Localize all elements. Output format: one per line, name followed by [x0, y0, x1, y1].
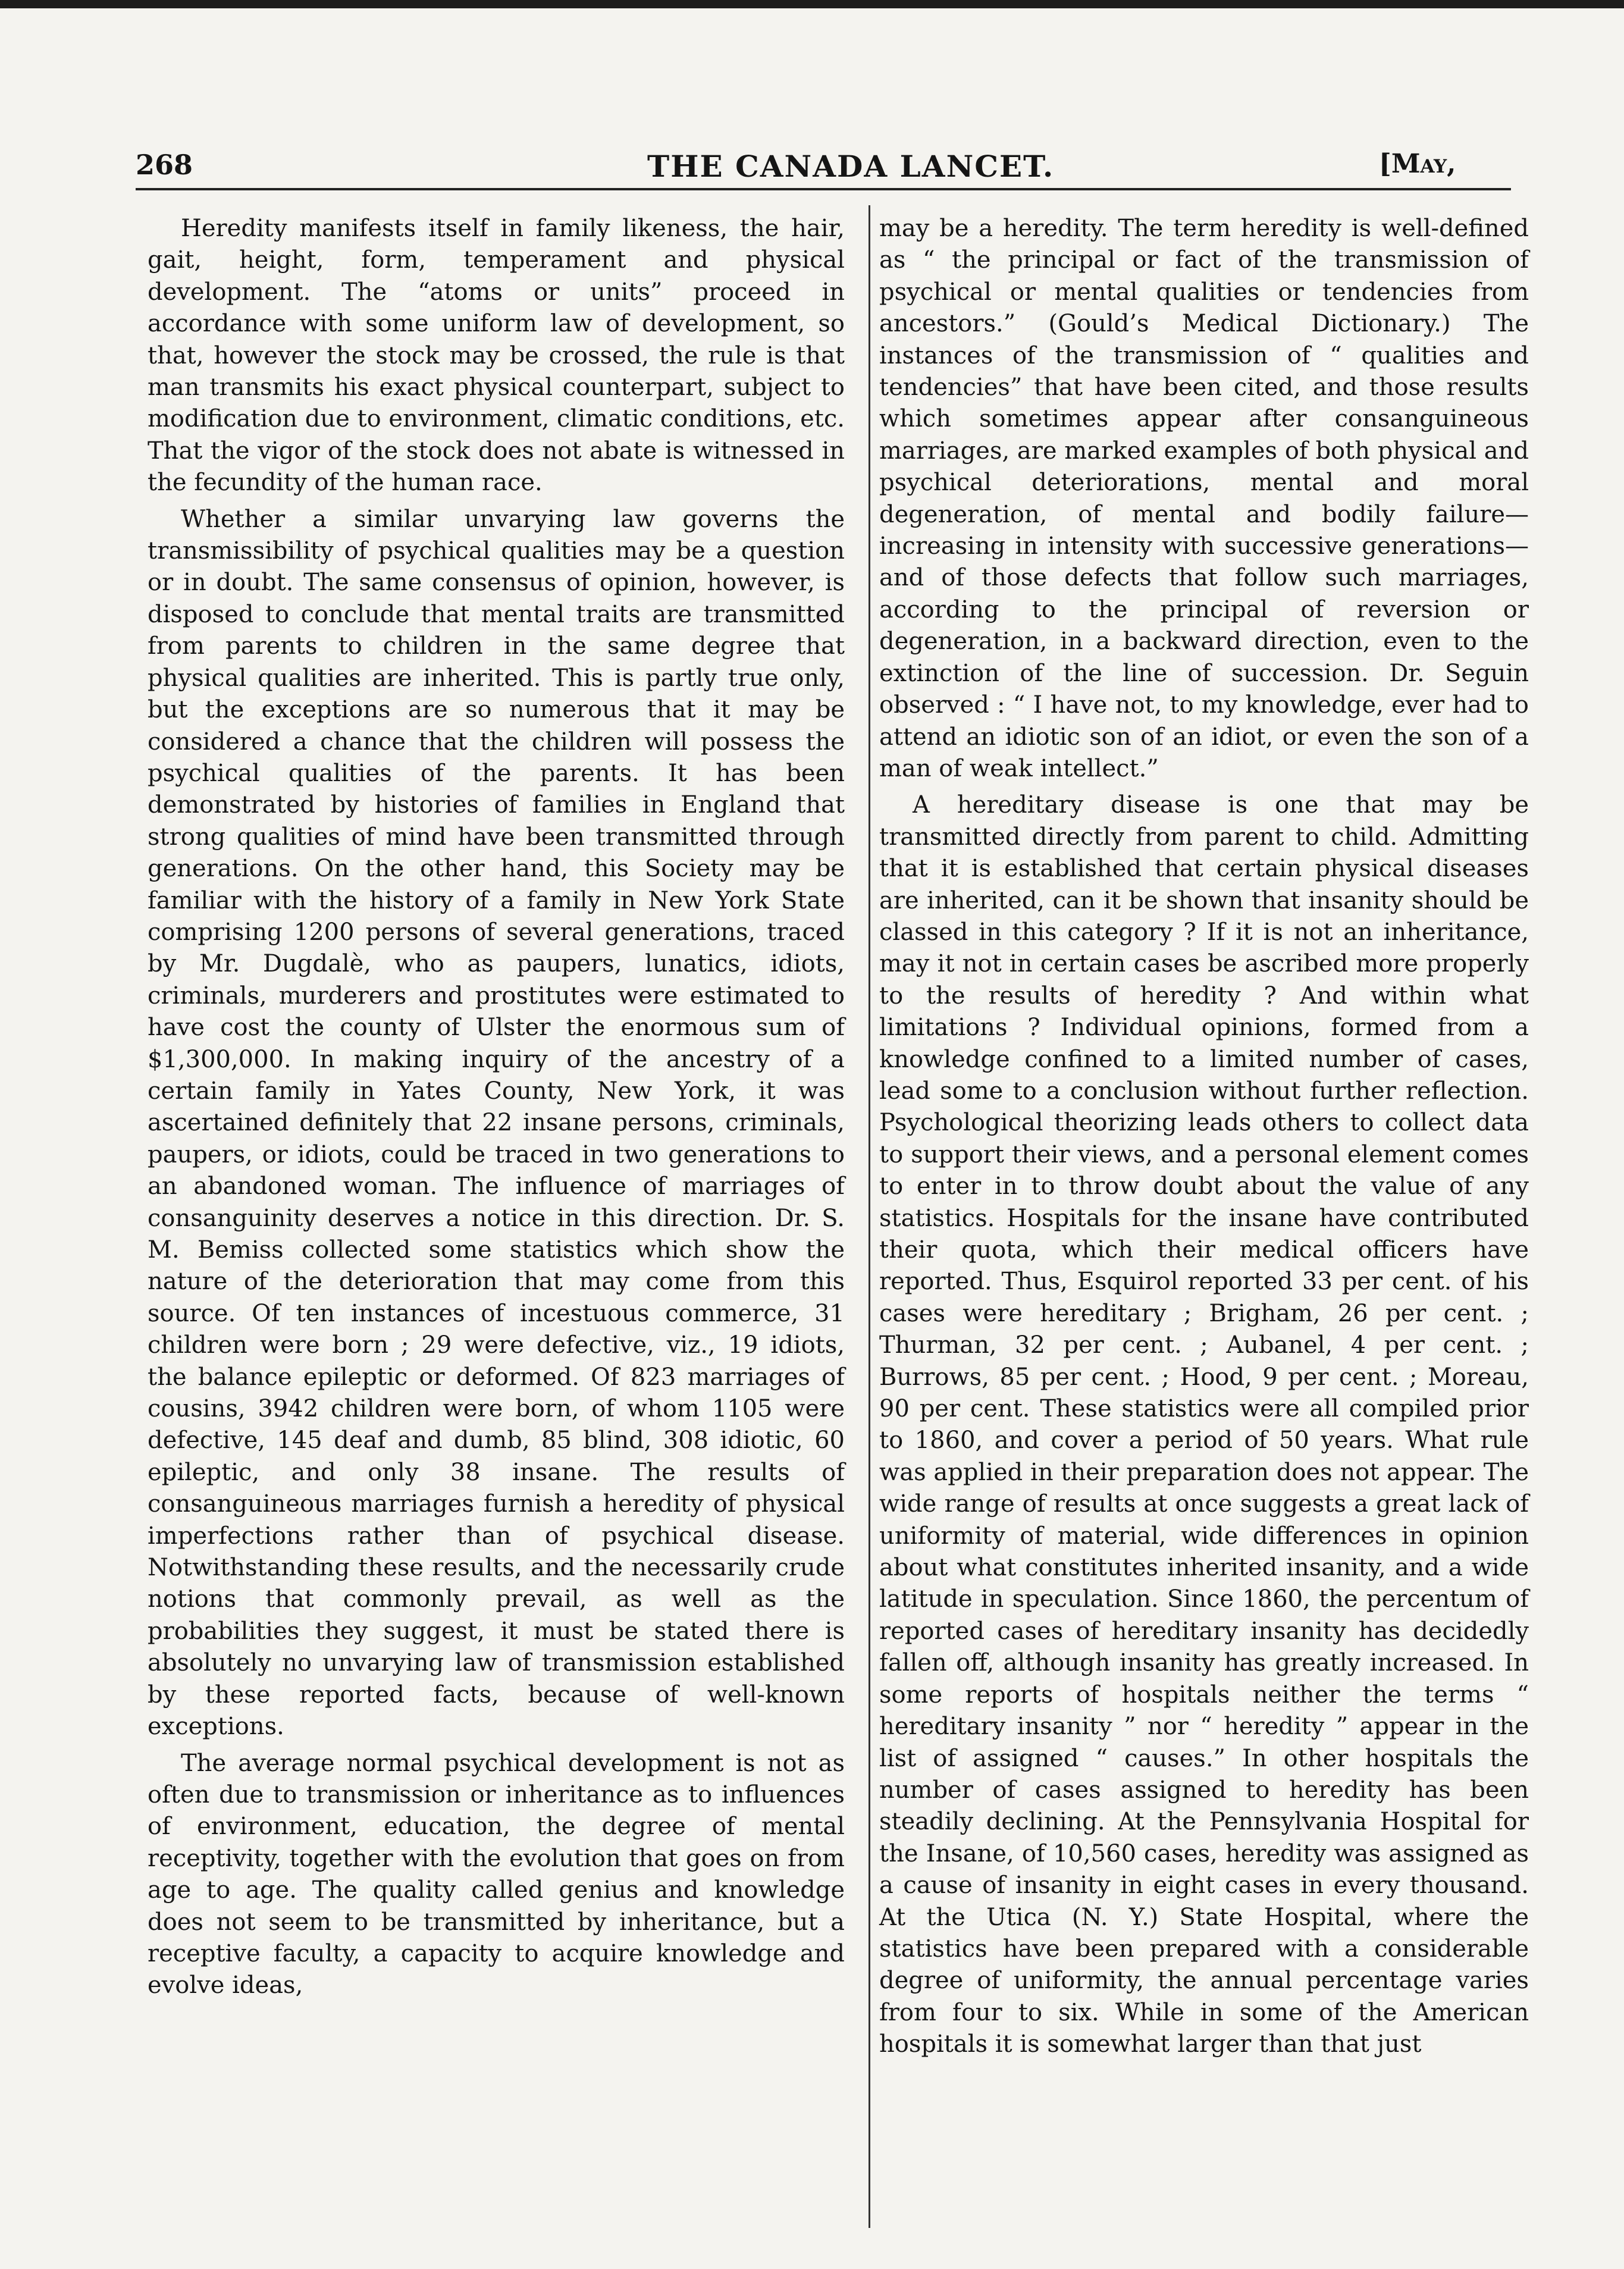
paragraph: Whether a similar unvarying law governs the transmissibility of psychical qualities may be a question or in doubt. The same consensus of opinion, however, is disposed to conclude that mental traits are transmitted from parents to children in the same degree that physical qualities are inherited. This is partly true only, but the exceptions are so numerous that it may be considered a chance that the children will possess the psychical qualities of the parents. It has been demonstrated by histories of families in England that strong qualities of mind have been transmitted through generations. On the other hand, this Society may be familiar with the history of a family in New York State comprising 1200 persons of several generations, traced by Mr. Dugdalè, who as paupers, lunatics, idiots, criminals, murderers and prostitutes were estimated to have cost the county of Ulster the enormous sum of $1,300,000. In making inquiry of the ancestry of a certain family in Yates County, New York, it was ascertained definitely that 22 insane persons, criminals, paupers, or idiots, could be traced in two generations to an abandoned woman. The influence of marriages of consanguinity deserves a notice in this direction. Dr. S. M. Bemiss collected some statistics which show the nature of the deterioration that may come from this source. Of ten instances of incestuous commerce, 31 children were born ; 29 were defective, viz., 19 idiots, the balance epileptic or deformed. Of 823 marriages of cousins, 3942 children were born, of whom 1105 were defective, 145 deaf and dumb, 85 blind, 308 idiotic, 60 epileptic, and only 38 insane. The results of consanguineous marriages furnish a heredity of physical imperfections rather than of psychical disease. Notwithstanding these results, and the necessarily crude notions that commonly prevail, as well as the probabilities they suggest, it must be stated there is absolutely no unvarying law of transmission established by these reported facts, because of well-known exceptions. — [148, 505, 845, 1741]
paragraph-continued: may be a heredity. The term heredity is well-defined as “ the principal or fact of the transmission of psychical or mental qualities or tendencies from ancestors.” (Gould’s Medical Dictionary.) The instances of the transmission of “ qualities and tendencies” that have been cited, and those results which sometimes appear after consanguineous marriages, are marked examples of both physical and psychical deteriorations, mental and moral degeneration, of mental and bodily failure—increasing in intensity with successive generations—and of those defects that follow such marriages, according to the principal of reversion or degeneration, in a backward direction, even to the extinction of the line of succession. Dr. Seguin observed : “ I have not, to my knowledge, ever had to attend an idiotic son of an idiot, or even the son of a man of weak intellect.” — [879, 215, 1529, 782]
paragraph: Heredity manifests itself in family likeness, the hair, gait, height, form, temperament and physical development. The “atoms or units” proceed in accordance with some uniform law of development, so that, however the stock may be crossed, the rule is that man transmits his exact physical counterpart, subject to modification due to environment, climatic conditions, etc. That the vigor of the stock does not abate is witnessed in the fecundity of the human race. — [148, 215, 845, 497]
paragraph: A hereditary disease is one that may be transmitted directly from parent to child. Admitting that it is established that certain physical diseases are inherited, can it be shown that insanity should be classed in this category ? If it is not an inheritance, may it not in certain cases be ascribed more properly to the results of heredity ? And within what limitations ? Individual opinions, formed from a knowledge confined to a limited number of cases, lead some to a conclusion without further reflection. Psychological theorizing leads others to collect data to support their views, and a personal element comes to enter in to throw doubt about the value of any statistics. Hospitals for the insane have contributed their quota, which their medical officers have reported. Thus, Esquirol reported 33 per cent. of his cases were hereditary ; Brigham, 26 per cent. ; Thurman, 32 per cent. ; Aubanel, 4 per cent. ; Burrows, 85 per cent. ; Hood, 9 per cent. ; Moreau, 90 per cent. These statistics were all compiled prior to 1860, and cover a period of 50 years. What rule was applied in their preparation does not appear. The wide range of results at once suggests a great lack of uniformity of material, wide differences in opinion about what constitutes inherited insanity, and a wide latitude in speculation. Since 1860, the percentum of reported cases of hereditary insanity has decidedly fallen off, although insanity has greatly increased. In some reports of hospitals neither the terms “ hereditary insanity ” nor “ heredity ” appear in the list of assigned “ causes.” In other hospitals the number of cases assigned to heredity has been steadily declining. At the Pennsylvania Hospital for the Insane, of 10,560 cases, heredity was assigned as a cause of insanity in eight cases in every thousand. At the Utica (N. Y.) State Hospital, where the statistics have been prepared with a considerable degree of uniformity, the annual percentage varies from four to six. While in some of the American hospitals it is somewhat larger than that just — [879, 791, 1529, 2058]
paragraph: The average normal psychical development is not as often due to transmission or inheritance as to influences of environment, education, the degree of mental receptivity, together with the evolution that goes on from age to age. The quality called genius and knowledge does not seem to be transmitted by inheritance, but a receptive faculty, a capacity to acquire knowledge and evolve ideas, — [148, 1749, 845, 2000]
left-column — [148, 213, 845, 2007]
page-header — [136, 149, 1511, 189]
page-top-edge — [0, 0, 1624, 8]
page-number: 268 — [136, 149, 193, 181]
right-column — [879, 213, 1529, 2066]
running-month: [May, — [1379, 149, 1456, 179]
header-rule — [136, 188, 1511, 190]
column-divider — [869, 205, 870, 2228]
running-title: THE CANADA LANCET. — [647, 149, 1055, 184]
